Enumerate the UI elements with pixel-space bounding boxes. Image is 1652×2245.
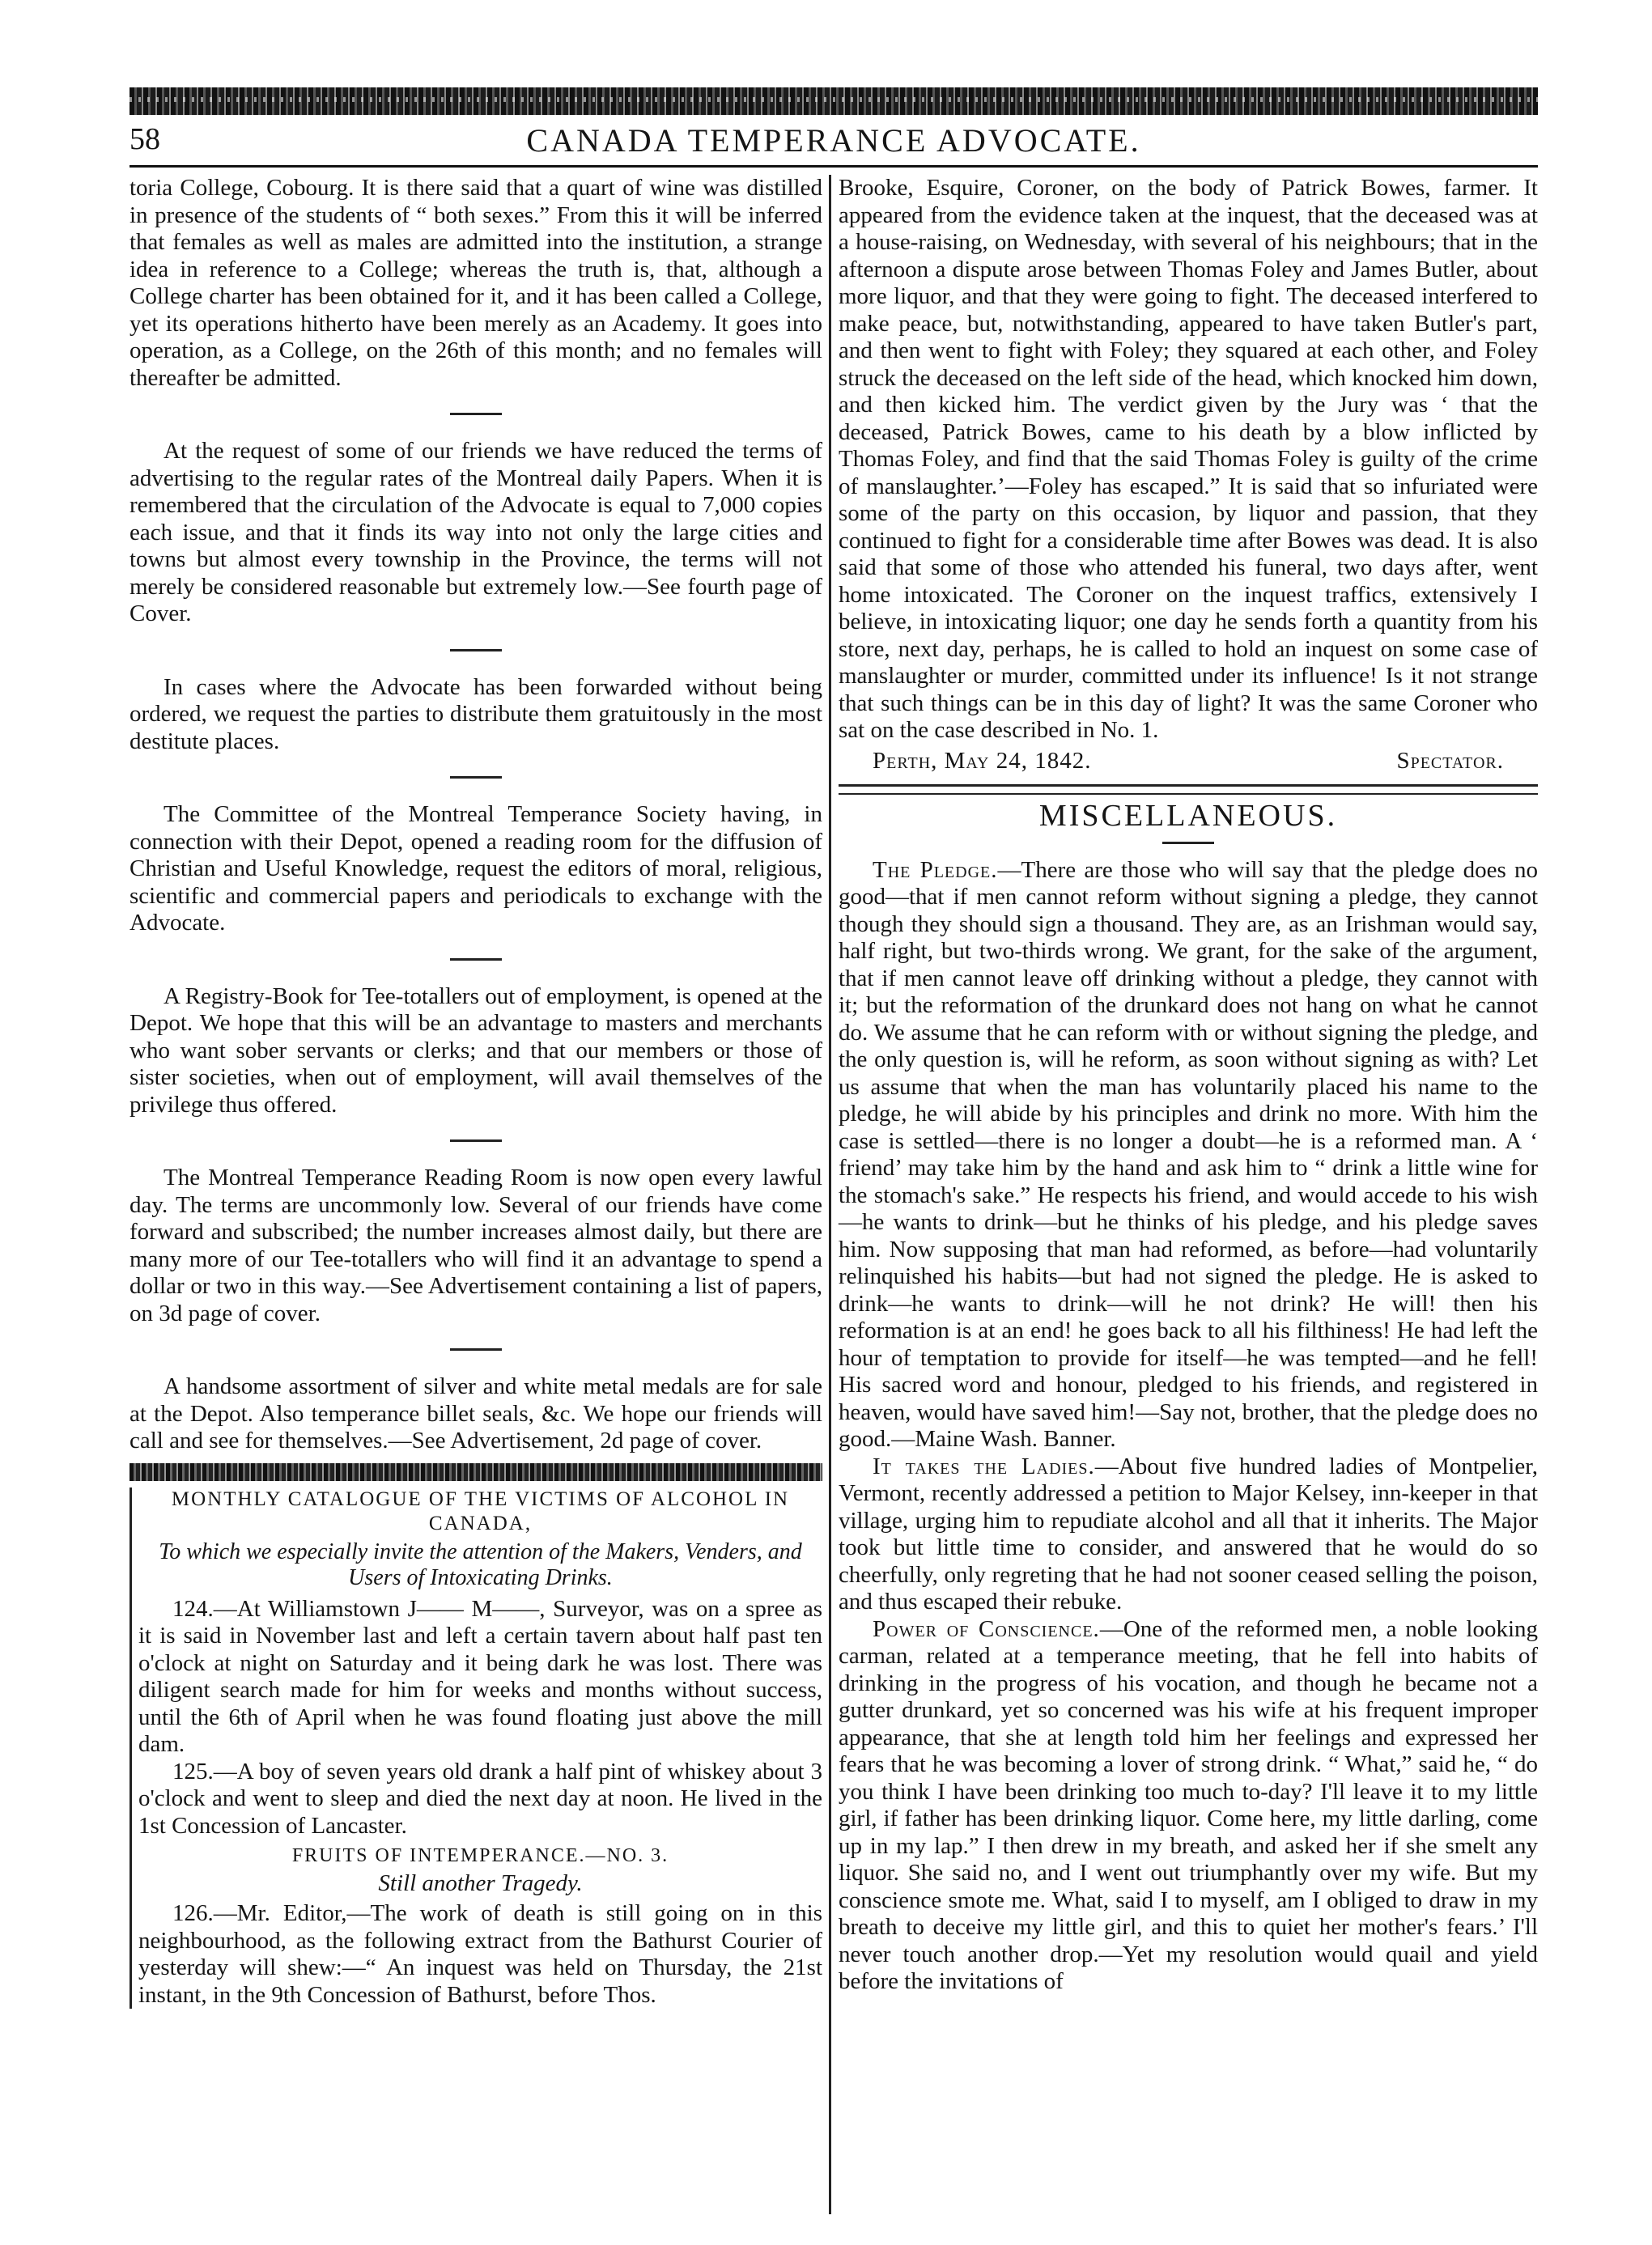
separator	[1162, 842, 1214, 844]
article-registry-book: A Registry-Book for Tee-totallers out of employment, is opened at the Depot. We hope that this will be an advantage to masters and merchants who want sober servants or clerks; and that our members or those of sister societies, when out of employment, will avail themselves of the privilege thus offered.	[130, 982, 822, 1118]
double-rule	[839, 784, 1538, 795]
catalogue-entry-125: 125.—A boy of seven years old drank a half pint of whiskey about 3 o'clock and went to sleep and died the next day at noon. He lived in the 1st Concession of Lancaster.	[138, 1758, 822, 1839]
article-reading-room: The Committee of the Montreal Temperance Society having, in connection with their Depot, opened a reading room for the diffusion of Christian and Useful Knowledge, request the editors of moral, religious, scientific and commercial papers and periodicals to exchange with the Advocate.	[130, 801, 822, 936]
article-distribution: In cases where the Advocate has been forwarded without being ordered, we request the parties to distribute them gratuitously in the most destitute places.	[130, 673, 822, 754]
separator	[450, 958, 502, 961]
ladies-text: —About five hundred ladies of Montpelier, Vermont, recently addressed a petition to Major Kelsey, inn-keeper in that village, urging him to repudiate alcohol and all that it inherits. The Major took but little time to consider, and answered that he would do so cheerfully, only regreting that he had not sooner ceased selling the poison, and thus escaped their rebuke.	[839, 1453, 1538, 1615]
conscience-lead: Power of Conscience.	[873, 1615, 1100, 1642]
separator	[450, 1139, 502, 1142]
article-inquest-continued: Brooke, Esquire, Coroner, on the body of Patrick Bowes, farmer. It appeared from the evidence taken at the inquest, that the deceased was at a house-raising, on Wednesday, with several of his neighbours; that in the afternoon a dispute arose between Thomas Foley and James Butler, about more liquor, and that they were going to fight. The deceased interfered to make peace, but, notwithstanding, appeared to have taken Butler's part, and then went to fight with Foley; they squared at each other, and Foley struck the deceased on the left side of the head, which knocked him down, and then kicked him. The verdict given by the Jury was ‘ that the deceased, Patrick Bowes, came to his death by a blow inflicted by Thomas Foley, and find that the said Thomas Foley is guilty of the crime of manslaughter.’—Foley has escaped.” It is said that so infuriated were some of the party on this occasion, by liquor and passion, that they continued to fight for a considerable time after Bowes was dead. It is also said that some of those who attended his funeral, two days after, went home intoxicated. The Coroner on the inquest traffics, extensively I believe, in intoxicating liquor; one day he sends forth a quantity from his store, next day, perhaps, he is called to hold an inquest on some case of manslaughter or murder, committed under its influence! Is it not strange that such things can be in this day of light? It was the same Coroner who sat on the case described in No. 1.	[839, 175, 1538, 743]
fruits-heading: FRUITS OF INTEMPERANCE.—NO. 3.	[291, 1845, 669, 1866]
separator	[450, 1348, 502, 1351]
separator	[450, 776, 502, 779]
article-conscience	[839, 1616, 1538, 1996]
catalogue-section	[130, 1487, 822, 2009]
catalogue-subtitle: To which we especially invite the attention of the Makers, Venders, and Users of Intoxicating Drinks.	[159, 1538, 802, 1590]
conscience-text: —One of the reformed men, a noble looking carman, related at a temperance meeting, that he fell into habits of drinking in the progress of his vocation, and though he became not a gutter drunkard, yet so concerned was his wife at his frequent improper appearance, that she at length told him her feelings and expressed her fears that he was becoming a lover of strong drink. “ What,” said he, “ do you think I have been drinking too much to-day? I'll leave it to my little girl, if father has been drinking liquor. Come here, my little darling, come up in my lap.” I then drew in my breath, and asked her if she smelt any liquor. She said no, and I went out triumphantly over my wife. But my conscience smote me. What, said I to myself, am I obliged to draw in my breath to deceive my little girl, and this to quiet her mother's fears.’ I'll never touch another drop.—Yet my resolution would quail and yield before the invitations of	[839, 1615, 1538, 1994]
place-date: Perth, May 24, 1842.	[873, 747, 1092, 774]
miscellaneous-heading: MISCELLANEOUS.	[1038, 799, 1338, 833]
signature: Spectator.	[1396, 747, 1504, 774]
catalogue-entry-126: 126.—Mr. Editor,—The work of death is still going on in this neighbourhood, as the following extract from the Bathurst Courier of yesterday will shew:—“ An inquest was held on Thursday, the 21st instant, in the 9th Concession of Bathurst, before Thos.	[138, 1900, 822, 2008]
article-advertising-terms: At the request of some of our friends we have reduced the terms of advertising to the regular rates of the Montreal daily Papers. When it is remembered that the circulation of the Advocate is equal to 7,000 copies each issue, and that it finds its way into not only the large cities and towns but almost every township in the Province, the terms will not merely be considered reasonable but extremely low.—See fourth page of Cover.	[130, 438, 822, 626]
page-number: 58	[130, 122, 160, 156]
right-column	[839, 175, 1538, 1996]
article-reading-room-open: The Montreal Temperance Reading Room is now open every lawful day. The terms are uncommonly low. Several of our friends have come forward and subscribed; the number increases almost daily, but there are many more of our Tee-totallers who will find it an advantage to spend a dollar or two in this way.—See Advertisement containing a list of papers, on 3d page of cover.	[130, 1165, 822, 1326]
catalogue-title: MONTHLY CATALOGUE OF THE VICTIMS OF ALCOHOL IN CANADA,	[171, 1487, 790, 1534]
article-ladies	[839, 1454, 1538, 1616]
separator	[450, 413, 502, 415]
left-column	[130, 175, 822, 2009]
page-header	[130, 121, 1538, 162]
catalogue-entry-124: 124.—At Williamstown J—— M——, Surveyor, was on a spree as it is said in November last and left a certain tavern about half past ten o'clock at night on Saturday and it being dark he was lost. There was diligent search made for him for weeks and months without success, until the 6th of April when he was found floating just above the mill dam.	[138, 1595, 822, 1757]
pledge-text: —There are those who will say that the pledge does no good—that if men cannot reform without signing a pledge, they cannot though they should sign a thousand. They are, as an Irishman would say, half right, but two-thirds wrong. We grant, for the sake of the argument, that if men cannot leave off drinking without a pledge, they cannot with it; but the reformation of the drunkard does not hang on what he cannot do. We assume that he can reform with or without signing the pledge, and the only question is, will he reform, as soon without signing as with? Let us assume that when the man has voluntarily placed his name to the pledge, he will abide by his principles and drink no more. With him the case is settled—there is no longer a doubt—he is a reformed man. A ‘ friend’ may take him by the hand and ask him to “ drink a little wine for the stomach's sake.” He respects his friend, and would accede to his wish—he wants to drink—but he thinks of his pledge, and his pledge saves him. Now supposing that man had reformed, as before—had voluntarily relinquished his habits—but had not signed the pledge. He is asked to drink—he wants to drink—will he not drink? He will! then his reformation is at an end! he goes back to all his filthiness! He had left the hour of temptation to provide for itself—he was tempted—and he fell! His sacred word and honour, pledged to his friends, and registered in heaven, would have saved him!—Say not, brother, that the pledge does no good.—Maine Wash. Banner.	[839, 856, 1538, 1452]
running-title: CANADA TEMPERANCE ADVOCATE.	[526, 122, 1141, 159]
pledge-lead: The Pledge.	[873, 856, 998, 883]
catalogue-ornament-bar	[130, 1463, 822, 1481]
column-divider	[829, 175, 831, 2214]
header-rule	[130, 165, 1538, 168]
header-ornament-band	[130, 87, 1538, 115]
separator	[450, 649, 502, 651]
letter-signoff	[839, 748, 1538, 775]
tragedy-heading: Still another Tragedy.	[378, 1869, 583, 1896]
article-college: toria College, Cobourg. It is there said that a quart of wine was distilled in presence of the students of “ both sexes.” From this it will be inferred that females as well as males are admitted into the institution, a strange idea in reference to a College; whereas the truth is, that, although a College charter has been obtained for it, and it has been called a College, yet its operations hitherto have been merely as an Academy. It goes into operation, as a College, on the 26th of this month; and no females will thereafter be admitted.	[130, 175, 822, 391]
article-medals: A handsome assortment of silver and white metal medals are for sale at the Depot. Also temperance billet seals, &c. We hope our friends will call and see for themselves.—See Advertisement, 2d page of cover.	[130, 1373, 822, 1454]
article-pledge	[839, 857, 1538, 1454]
ladies-lead: It takes the Ladies.	[873, 1453, 1095, 1479]
